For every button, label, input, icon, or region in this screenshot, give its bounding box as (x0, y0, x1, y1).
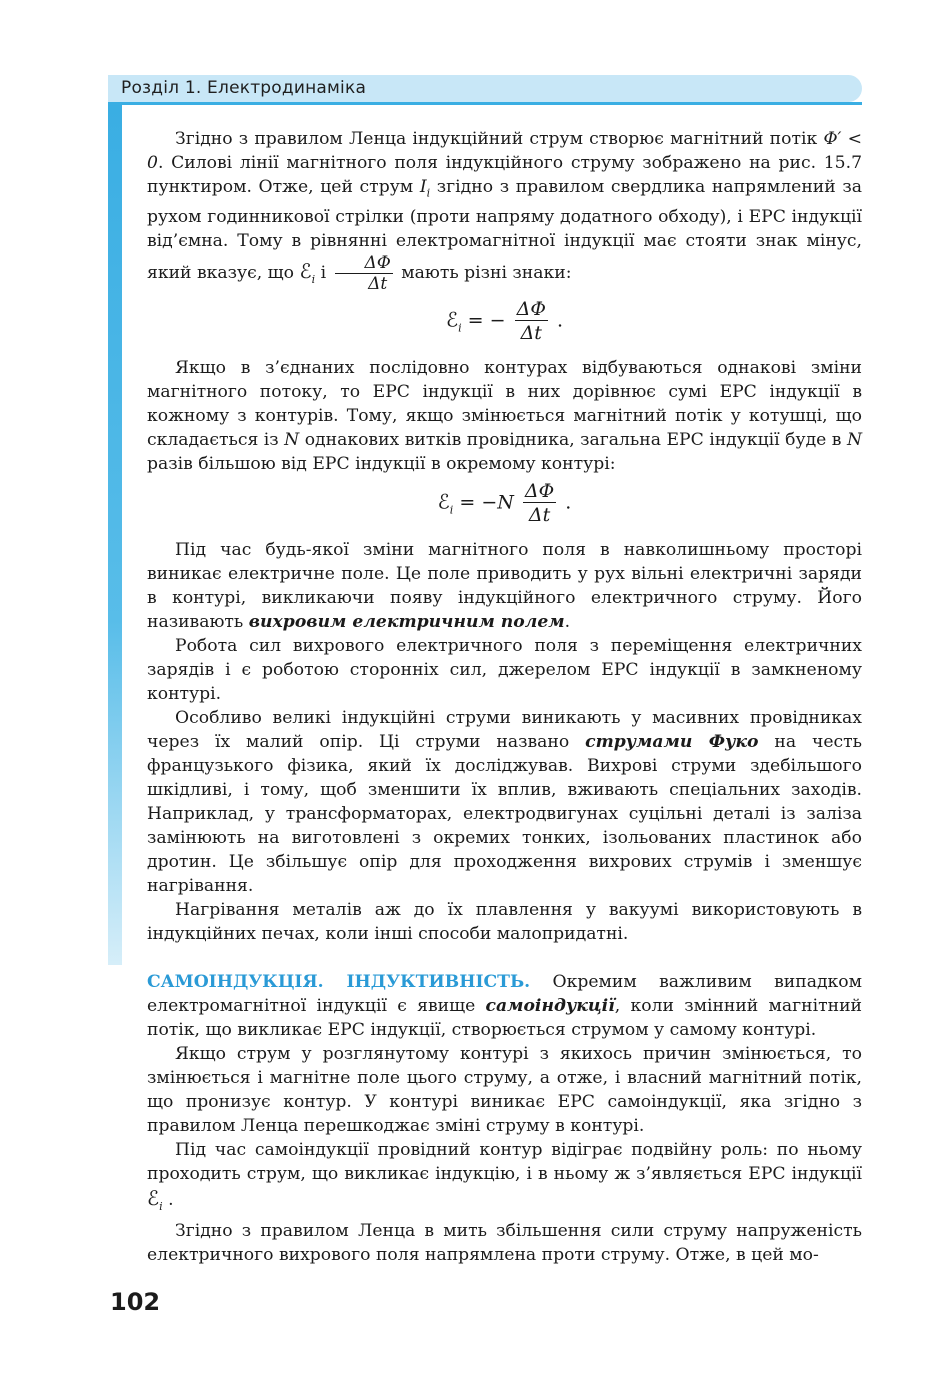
formula-fraction: $\frac{\Delta\Phi}{\Delta t}$ (524, 480, 555, 527)
flux-condition: Φ′ < 0 (147, 129, 863, 173)
formula-emf: ℰ$_i$ = − $\frac{\Delta\Phi}{\Delta t}$ . (445, 298, 564, 345)
inline-fraction: $\frac{\Delta\Phi}{\Delta t}$ (335, 253, 393, 294)
page-number: 102 (110, 1288, 161, 1316)
paragraph-changing-current: Якщо струм у розглянутому контурі з якихось причин змінюється, то змінюється і магнітне поле цього струму, а отже, і власний магнітний потік, що пронизує контур. У контурі виникає ЕРС самоіндукції, яка згідно з правилом Ленца перешкоджає зміні струму в контурі. (147, 1044, 862, 1137)
chapter-title: Розділ 1. Електродинаміка (121, 78, 367, 98)
paragraph-vortex-field: Під час будь-якої зміни магнітного поля в навколишньому просторі виникає електричне поле. Це поле приводить у рух вільні електричні заряди в контурі, викликаючи появу індукційного електричного струму. Його називають вихровим електричним полем. (147, 540, 862, 633)
term-self-induction: самоіндукції (485, 996, 615, 1017)
paragraph-foucault: Особливо великі індукційні струми виникають у масивних провідниках через їх малий опір. Ці струми названо струмами Фуко на честь французького фізика, який їх досліджував. Вихрові струми здебільшого шкідливі, і тому, щоб зменшити їх вплив, вживають спеціальних заходів. Наприклад, у трансформаторах, електродвигунах суцільні деталі із заліза замінюють на виготовлені з окремих тонких, ізольованих пластинок або дротин. Це збільшує опір для проходження вихрових струмів і зменшує нагрівання. (147, 708, 862, 897)
emf-symbol: ℰ$_i$ (299, 259, 316, 287)
paragraph-work: Робота сил вихрового електричного поля з переміщення електричних зарядів і є роботою сторонніх сил, джерелом ЕРС індукції в замкненому контурі. (147, 636, 862, 705)
page-body (147, 127, 862, 1267)
formula-fraction: $\frac{\Delta\Phi}{\Delta t}$ (516, 298, 546, 345)
paragraph-double-role: Під час самоіндукції провідний контур відіграє подвійну роль: по ньому проходить струм, що викликає індукцію, і в ньому ж з’являється ЕРС індукції ℰ$_i$ . (147, 1140, 862, 1214)
emf-symbol: ℰ$_i$ (147, 1186, 163, 1214)
paragraph-lenz-moment: Згідно з правилом Ленца в мить збільшення сили струму напруженість електричного вихрового поля напрямлена проти струму. Отже, в цей мо- (147, 1221, 862, 1266)
header-underline (108, 102, 862, 105)
side-accent-bar (108, 105, 122, 965)
paragraph-series: Якщо в з’єднаних послідовно контурах відбуваються однакові зміни магнітного потоку, то ЕРС індукції в них дорівнює сумі ЕРС індукції в кожному з контурів. Тому, якщо змінюється магнітний потік у котушці, що складається із N однакових витків провідника, загальна ЕРС індукції буде в N разів більшою від ЕРС індукції в окремому контурі: (147, 358, 863, 475)
term-foucault: струмами Фуко (585, 732, 759, 753)
term-vortex-field: вихровим електричним полем (248, 612, 565, 633)
current-symbol: $I_i$ (419, 177, 431, 200)
paragraph-lenz: Згідно з правилом Ленца індукційний струм створює магнітний потік Φ′ < 0. Силові лінії магнітного поля індукційного струму зображено на рис. 15.7 пунктиром. Отже, цей струм $I_i$ згідно з правилом свердлика напрямлений за рухом годинникової стрілки (проти напряму додатного обходу), і ЕРС індукції від’ємна. Тому в рівнянні електромагнітної індукції має стояти знак мінус, який вказує, що ℰ$_i$ і $\frac{\Delta\Phi}{\Delta t}$ мають різні знаки: (147, 129, 863, 295)
paragraph-heating: Нагрівання металів аж до їх плавлення у вакуумі використовують в індукційних печах, коли інші способи малопридатні. (147, 900, 862, 945)
section-heading: САМОІНДУКЦІЯ. ІНДУКТИВНІСТЬ. (147, 972, 531, 993)
paragraph-self-induction: САМОІНДУКЦІЯ. ІНДУКТИВНІСТЬ. Окремим важливим випадком електромагнітної індукції є явище самоіндукції, коли змінний магнітний потік, що викликає ЕРС індукції, створюється струмом у самому контурі. (147, 972, 862, 1041)
formula-emf-coil: ℰ$_i$ = −N $\frac{\Delta\Phi}{\Delta t}$ . (437, 480, 572, 527)
